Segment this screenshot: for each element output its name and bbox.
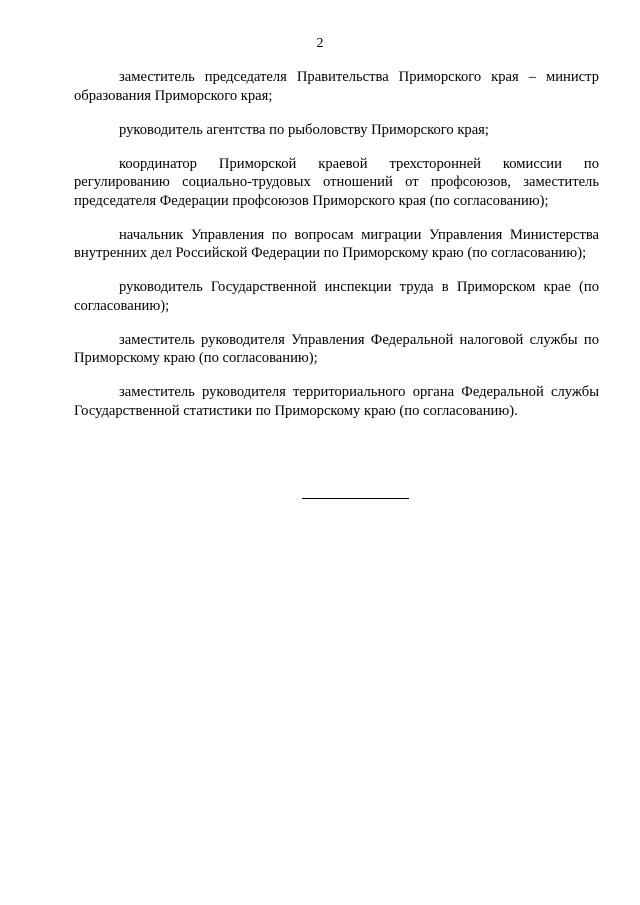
paragraph-migration-department: начальник Управления по вопросам миграции Управления Министерства внутренних дел Российской Федерации по Приморскому краю (по согласованию); (74, 226, 599, 261)
paragraph-labor-inspection: руководитель Государственной инспекции труда в Приморском крае (по согласованию); (74, 279, 599, 314)
closing-rule (302, 498, 409, 499)
paragraph-fisheries-agency: руководитель агентства по рыболовству Приморского края; (119, 121, 489, 138)
page-number: 2 (316, 36, 324, 51)
paragraph-statistics-service: заместитель руководителя территориального органа Федеральной службы Государственной статистики по Приморскому краю (по согласованию). (74, 384, 599, 419)
paragraph-deputy-chairman: заместитель председателя Правительства Приморского края – министр образования Приморского края; (74, 69, 599, 104)
paragraph-tripartite-commission: координатор Приморской краевой трехсторонней комиссии по регулированию социально-трудовых отношений от профсоюзов, заместитель председателя Федерации профсоюзов Приморского края (по согласованию); (74, 155, 599, 209)
document-body (74, 68, 599, 436)
paragraph-tax-service: заместитель руководителя Управления Федеральной налоговой службы по Приморскому краю (по согласованию); (74, 331, 599, 366)
